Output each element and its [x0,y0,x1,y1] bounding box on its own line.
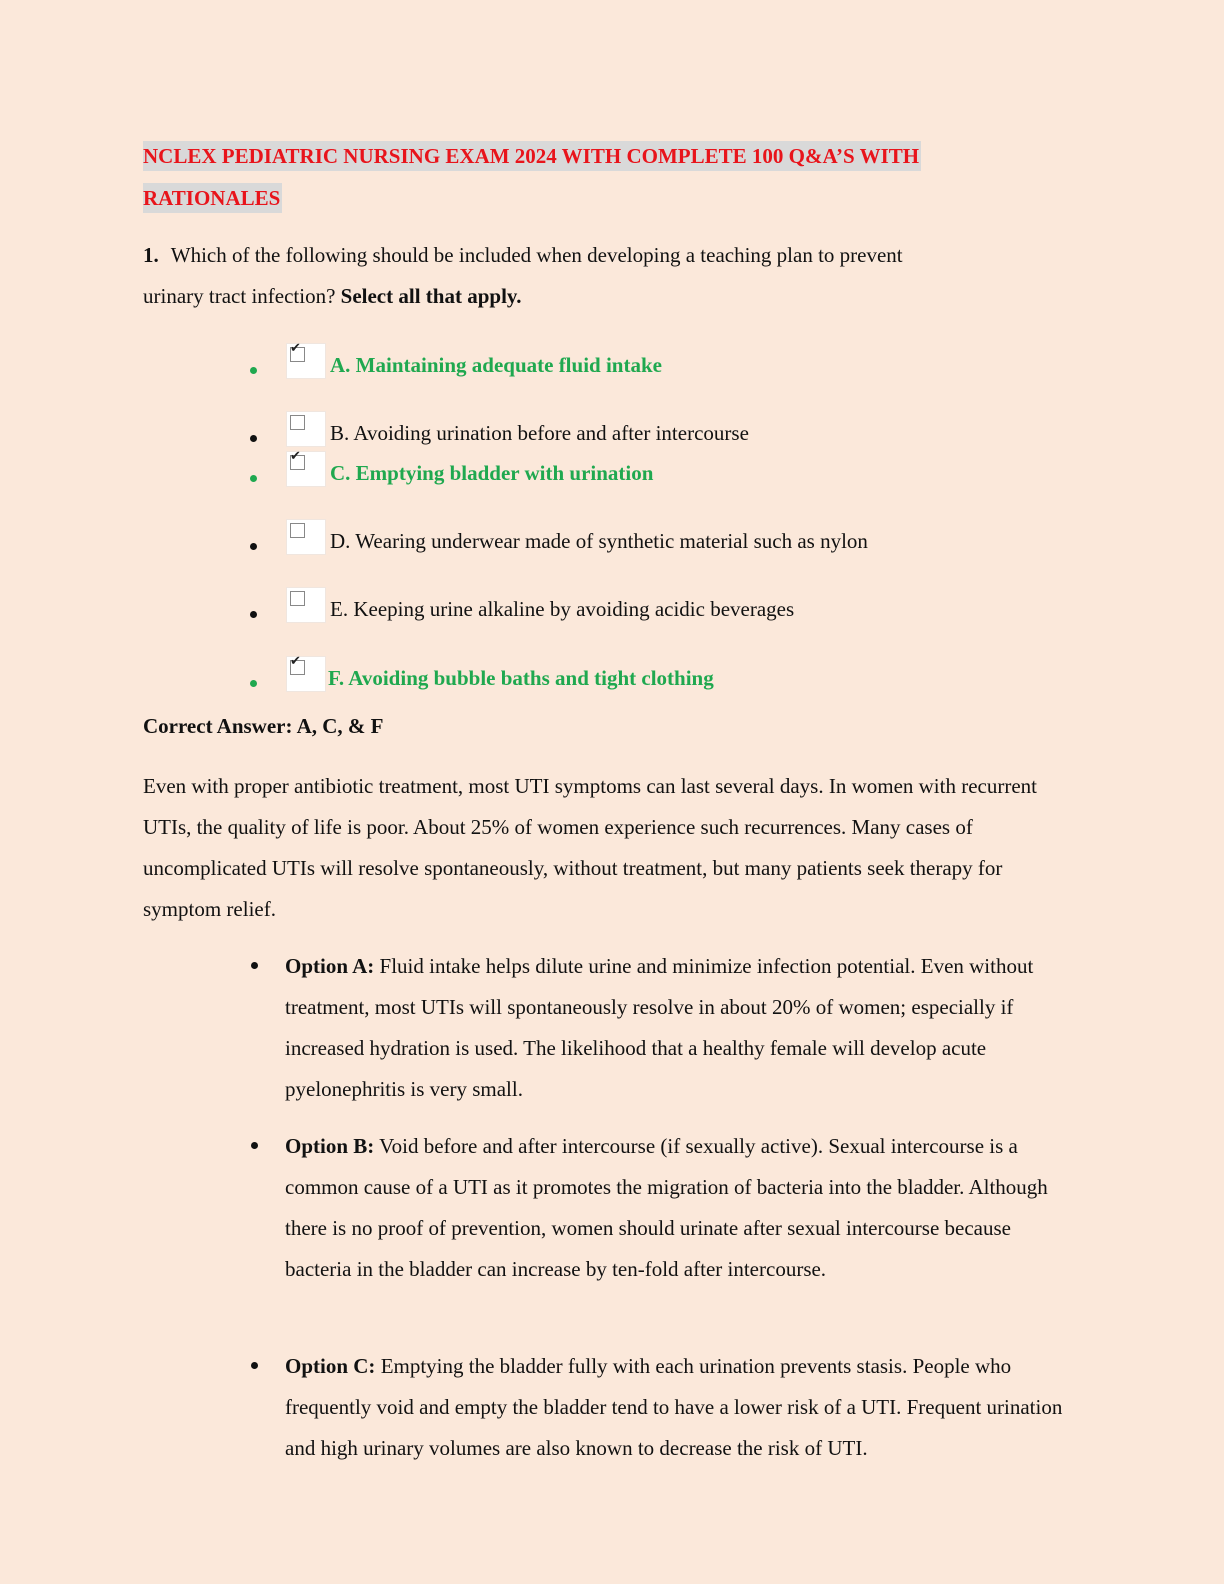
option-b-label: B. Avoiding urination before and after intercourse [330,421,749,445]
rationale-a-head: Option A: [285,954,375,978]
checkbox-f[interactable] [286,656,326,692]
bullet-icon [251,962,258,969]
bullet-icon [250,435,257,442]
explanation-paragraph [143,766,1083,930]
question-line-1 [143,240,903,270]
option-a-label: A. Maintaining adequate fluid intake [330,353,662,377]
checkbox-a[interactable] [286,343,326,379]
checkbox-box [290,523,305,538]
checkbox-box [290,591,305,606]
bullet-icon [251,1142,258,1149]
document-title-line-2: RATIONALES [143,183,282,213]
rationale-b-body: Void before and after intercourse (if sexually active). Sexual intercourse is a common cause of a UTI as it promotes the migration of bacteria into the bladder. Although there is no proof of prevention, women should urinate after sexual intercourse because bacteria in the bladder can increase by ten-fold after intercourse. [285,1134,1048,1281]
checkmark-icon: ✔ [290,449,301,464]
bullet-icon [251,1362,258,1369]
checkbox-b[interactable] [286,411,326,447]
checkmark-icon: ✔ [290,341,301,356]
option-d-label: D. Wearing underwear made of synthetic material such as nylon [330,529,868,553]
document-title-line-1: NCLEX PEDIATRIC NURSING EXAM 2024 WITH COMPLETE 100 Q&A’S WITH [143,141,921,171]
question-text-2: urinary tract infection? [143,284,341,308]
rationale-a-body: Fluid intake helps dilute urine and minimize infection potential. Even without treatment, most UTIs will spontaneously resolve in about 20% of women; especially if increased hydration is used. The likelihood that a healthy female will develop acute pyelonephritis is very small. [285,954,1034,1101]
rationale-c [285,1346,1075,1469]
rationale-c-head: Option C: [285,1354,376,1378]
question-number: 1. [143,243,159,267]
rationale-c-body: Emptying the bladder fully with each urination prevents stasis. People who frequently void and empty the bladder tend to have a lower risk of a UTI. Frequent urination and high urinary volumes are also known to decrease the risk of UTI. [285,1354,1063,1460]
bullet-icon [250,475,257,482]
checkmark-icon: ✔ [290,654,301,669]
checkbox-d[interactable] [286,519,326,555]
option-e-label: E. Keeping urine alkaline by avoiding acidic beverages [330,597,795,621]
bullet-icon [250,611,257,618]
checkbox-box [290,415,305,430]
checkbox-e[interactable] [286,587,326,623]
bullet-icon [250,543,257,550]
option-f-label: F. Avoiding bubble baths and tight clothing [328,666,714,690]
question-line-2 [143,281,522,311]
bullet-icon [250,680,257,687]
rationale-b [285,1126,1075,1290]
explanation-text: Even with proper antibiotic treatment, most UTI symptoms can last several days. In women with recurrent UTIs, the quality of life is poor. About 25% of women experience such recurrences. Many cases of uncomplicated UTIs will resolve spontaneously, without treatment, but many patients seek therapy for symptom relief. [143,774,1038,921]
question-text-1: Which of the following should be included when developing a teaching plan to prevent [170,243,903,267]
question-instruction: Select all that apply. [340,284,522,308]
correct-answer: Correct Answer: A, C, & F [143,714,384,738]
rationale-b-head: Option B: [285,1134,375,1158]
bullet-icon [250,367,257,374]
option-c-label: C. Emptying bladder with urination [330,461,654,485]
rationale-a [285,946,1075,1110]
checkbox-c[interactable] [286,451,326,487]
